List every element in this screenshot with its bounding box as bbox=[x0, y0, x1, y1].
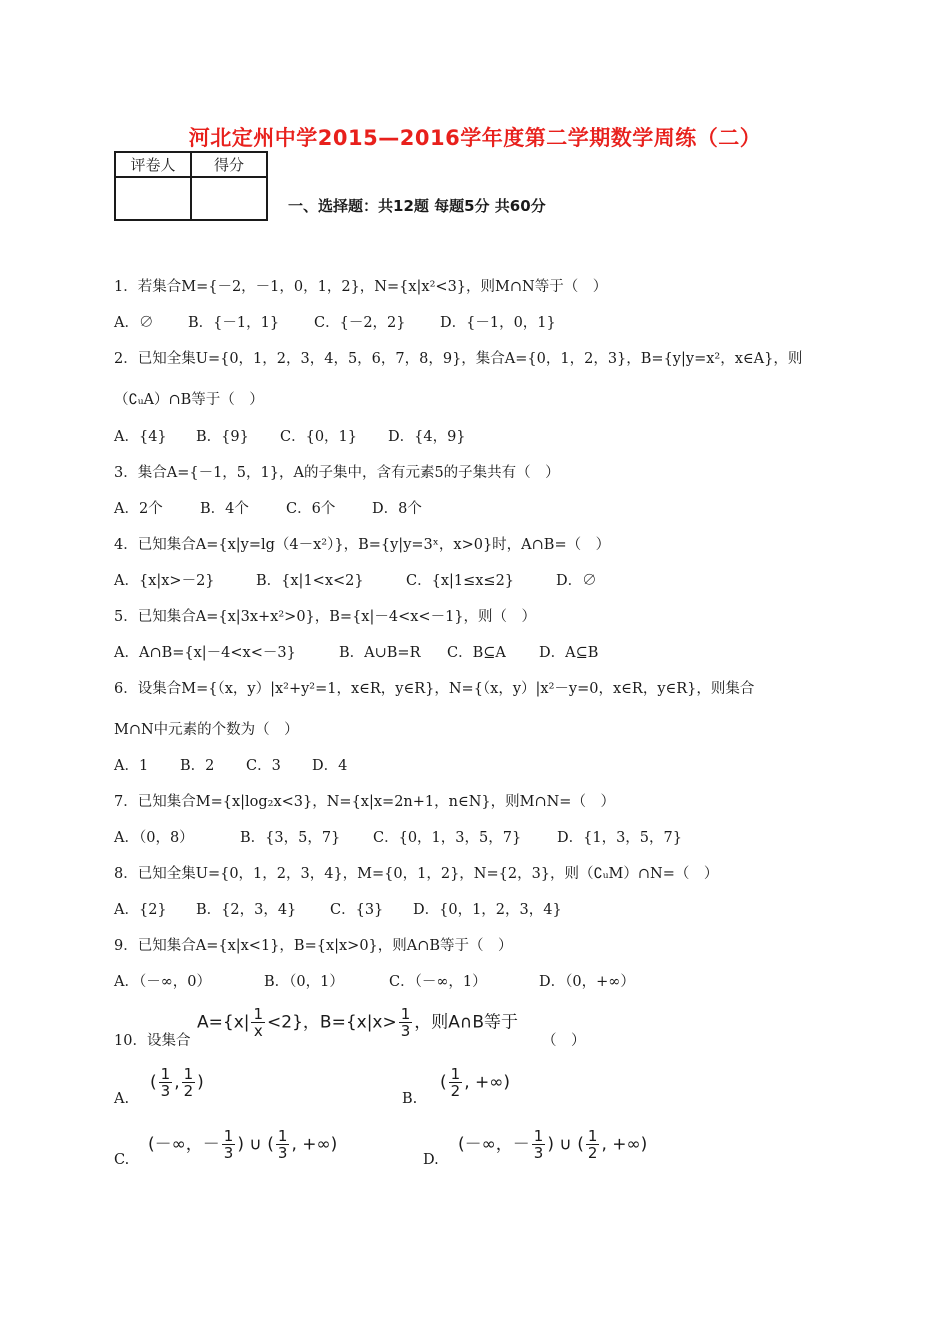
fraction-numerator: 1 bbox=[160, 1065, 171, 1083]
question-9-options bbox=[114, 970, 635, 991]
question-6-option-c: C．3 bbox=[246, 758, 281, 774]
fraction-denominator: 3 bbox=[533, 1144, 544, 1162]
question-1-option-b: B．{－1，1} bbox=[188, 315, 280, 331]
question-2-option-d: D．{4，9} bbox=[388, 429, 466, 445]
question-6-stem-line-1: 6．设集合M={（x，y）|x²+y²=1，x∈R，y∈R}，N={（x，y）|x²－y=0，x∈R，y∈R}，则集合 bbox=[114, 681, 755, 697]
comma: , bbox=[174, 1072, 180, 1093]
question-10-option-a bbox=[150, 1066, 204, 1099]
question-4-option-c: C．{x|1≤x≤2} bbox=[406, 573, 515, 589]
fraction-denominator: 2 bbox=[587, 1144, 598, 1162]
question-10-fraction-1-over-3 bbox=[399, 1006, 413, 1039]
question-10-expression bbox=[197, 1006, 518, 1039]
question-7-stem: 7．已知集合M={x|log₂x<3}，N={x|x=2n+1，n∈N}，则M∩N=（ ） bbox=[114, 794, 615, 810]
question-8-options bbox=[114, 898, 562, 919]
question-8-option-c: C．{3} bbox=[330, 902, 384, 918]
fraction-1-over-3 bbox=[532, 1128, 546, 1161]
question-10-option-b bbox=[440, 1066, 510, 1099]
fraction-1-over-3 bbox=[159, 1066, 173, 1099]
question-10-prefix: 10．设集合 bbox=[114, 1033, 191, 1049]
score-table-cell-score bbox=[191, 177, 267, 220]
question-4-options bbox=[114, 569, 597, 590]
question-6-stem-line-2: M∩N中元素的个数为（ ） bbox=[114, 722, 299, 738]
question-10-option-c bbox=[148, 1128, 337, 1161]
question-10-option-a-label: A. bbox=[114, 1091, 130, 1107]
question-3-option-c: C．6个 bbox=[286, 501, 336, 517]
question-2-option-b: B．{9} bbox=[196, 429, 249, 445]
question-10-fraction-1-over-x bbox=[251, 1006, 265, 1039]
question-9-option-c: C．（－∞，1） bbox=[389, 974, 487, 990]
question-3-option-b: B．4个 bbox=[200, 501, 249, 517]
question-1-options bbox=[114, 311, 556, 332]
neg-infinity-part: (－∞，－ bbox=[148, 1134, 220, 1155]
question-1-stem: 1．若集合M={－2，－1，0，1，2}，N={x|x²<3}，则M∩N等于（ ） bbox=[114, 279, 608, 295]
question-10-expr-tail: ，则A∩B等于 bbox=[414, 1012, 519, 1033]
fraction-denominator: 3 bbox=[400, 1022, 411, 1040]
fraction-denominator: x bbox=[253, 1022, 263, 1040]
score-table-header-grader: 评卷人 bbox=[115, 152, 191, 177]
question-5-option-b: B．A∪B=R bbox=[339, 645, 421, 661]
paren-open: ( bbox=[267, 1134, 274, 1155]
question-3-stem: 3．集合A={－1，5，1}，A的子集中，含有元素5的子集共有（ ） bbox=[114, 465, 560, 481]
question-3-options bbox=[114, 497, 422, 518]
fraction-numerator: 1 bbox=[253, 1005, 264, 1023]
section-heading: 一、选择题：共12题 每题5分 共60分 bbox=[288, 197, 546, 215]
question-5-option-d: D．A⊆B bbox=[539, 645, 599, 661]
fraction-denominator: 3 bbox=[277, 1144, 288, 1162]
paren-close: ) bbox=[547, 1134, 554, 1155]
fraction-denominator: 3 bbox=[160, 1082, 171, 1100]
question-1-option-c: C．{－2，2} bbox=[314, 315, 406, 331]
question-9-option-a: A．（－∞，0） bbox=[114, 974, 212, 990]
question-8-option-a: A．{2} bbox=[114, 902, 167, 918]
question-10-option-d bbox=[458, 1128, 647, 1161]
question-2-stem-line-1: 2．已知全集U={0，1，2，3，4，5，6，7，8，9}，集合A={0，1，2，3}，B={y|y=x²，x∈A}，则 bbox=[114, 351, 803, 367]
question-7-options bbox=[114, 826, 682, 847]
question-6-option-b: B．2 bbox=[180, 758, 215, 774]
page-title: 河北定州中学2015—2016学年度第二学期数学周练（二） bbox=[188, 126, 762, 150]
comma: , bbox=[601, 1134, 607, 1155]
score-table bbox=[114, 151, 268, 221]
fraction-numerator: 1 bbox=[533, 1127, 544, 1145]
paren-close: ) bbox=[197, 1072, 204, 1093]
plus-infinity: +∞) bbox=[612, 1134, 648, 1155]
paren-open: ( bbox=[577, 1134, 584, 1155]
question-9-option-b: B．（0，1） bbox=[264, 974, 344, 990]
question-2-option-a: A．{4} bbox=[114, 429, 167, 445]
question-3-option-d: D．8个 bbox=[372, 501, 422, 517]
question-10-option-c-label: C. bbox=[114, 1152, 130, 1168]
question-5-options bbox=[114, 641, 598, 662]
question-4-option-b: B．{x|1<x<2} bbox=[256, 573, 364, 589]
question-5-option-c: C．B⊆A bbox=[447, 645, 506, 661]
plus-infinity: +∞) bbox=[475, 1072, 511, 1093]
question-10-option-b-label: B. bbox=[402, 1091, 418, 1107]
fraction-numerator: 1 bbox=[587, 1127, 598, 1145]
score-table-cell-grader bbox=[115, 177, 191, 220]
paren-close: ) bbox=[237, 1134, 244, 1155]
question-5-stem: 5．已知集合A={x|3x+x²>0}，B={x|－4<x<－1}，则（ ） bbox=[114, 609, 537, 625]
question-4-option-a: A．{x|x>－2} bbox=[114, 573, 215, 589]
question-6-option-a: A．1 bbox=[114, 758, 149, 774]
plus-infinity: +∞) bbox=[302, 1134, 338, 1155]
question-4-stem: 4．已知集合A={x|y=lg（4－x²）}，B={y|y=3ˣ，x>0}时，A∩B=（ ） bbox=[114, 537, 611, 553]
question-7-option-c: C．{0，1，3，5，7} bbox=[373, 830, 522, 846]
fraction-numerator: 1 bbox=[223, 1127, 234, 1145]
paren-open: ( bbox=[150, 1072, 157, 1093]
question-6-options bbox=[114, 754, 347, 775]
fraction-1-over-2 bbox=[182, 1066, 196, 1099]
neg-infinity-part: (－∞，－ bbox=[458, 1134, 530, 1155]
question-2-stem-line-2: （∁ᵤA）∩B等于（ ） bbox=[114, 392, 264, 408]
fraction-1-over-3 bbox=[276, 1128, 290, 1161]
question-2-options bbox=[114, 425, 466, 446]
question-8-stem: 8．已知全集U={0，1，2，3，4}，M={0，1，2}，N={2，3}，则（∁ᵤM）∩N=（ ） bbox=[114, 866, 719, 882]
question-1-option-d: D．{－1，0，1} bbox=[440, 315, 556, 331]
score-table-header-score: 得分 bbox=[191, 152, 267, 177]
union-symbol: ∪ bbox=[559, 1134, 572, 1155]
question-9-stem: 9．已知集合A={x|x<1}，B={x|x>0}，则A∩B等于（ ） bbox=[114, 938, 513, 954]
question-7-option-b: B．{3，5，7} bbox=[240, 830, 341, 846]
question-8-option-d: D．{0，1，2，3，4} bbox=[413, 902, 562, 918]
fraction-denominator: 2 bbox=[450, 1082, 461, 1100]
fraction-numerator: 1 bbox=[400, 1005, 411, 1023]
question-6-option-d: D．4 bbox=[312, 758, 348, 774]
question-3-option-a: A．2个 bbox=[114, 501, 163, 517]
paren-open: ( bbox=[440, 1072, 447, 1093]
question-8-option-b: B．{2，3，4} bbox=[196, 902, 297, 918]
union-symbol: ∪ bbox=[249, 1134, 262, 1155]
question-7-option-a: A．（0，8） bbox=[114, 830, 194, 846]
question-7-option-d: D．{1，3，5，7} bbox=[557, 830, 682, 846]
comma: , bbox=[291, 1134, 297, 1155]
question-10-option-d-label: D. bbox=[423, 1152, 439, 1168]
fraction-numerator: 1 bbox=[183, 1065, 194, 1083]
question-10-expr-b: <2}，B={x|x> bbox=[267, 1012, 397, 1033]
fraction-denominator: 3 bbox=[223, 1144, 234, 1162]
question-10-answer-paren: （ ） bbox=[542, 1033, 586, 1049]
question-10-expr-a: A={x| bbox=[197, 1012, 250, 1033]
question-2-option-c: C．{0，1} bbox=[280, 429, 357, 445]
comma: , bbox=[464, 1072, 470, 1093]
question-4-option-d: D．∅ bbox=[556, 573, 597, 589]
fraction-numerator: 1 bbox=[277, 1127, 288, 1145]
fraction-1-over-3 bbox=[222, 1128, 236, 1161]
question-5-option-a: A．A∩B={x|－4<x<－3} bbox=[114, 645, 296, 661]
fraction-1-over-2 bbox=[586, 1128, 600, 1161]
question-9-option-d: D．（0，+∞） bbox=[539, 974, 635, 990]
question-1-option-a: A．∅ bbox=[114, 315, 154, 331]
fraction-1-over-2 bbox=[449, 1066, 463, 1099]
fraction-denominator: 2 bbox=[183, 1082, 194, 1100]
fraction-numerator: 1 bbox=[450, 1065, 461, 1083]
